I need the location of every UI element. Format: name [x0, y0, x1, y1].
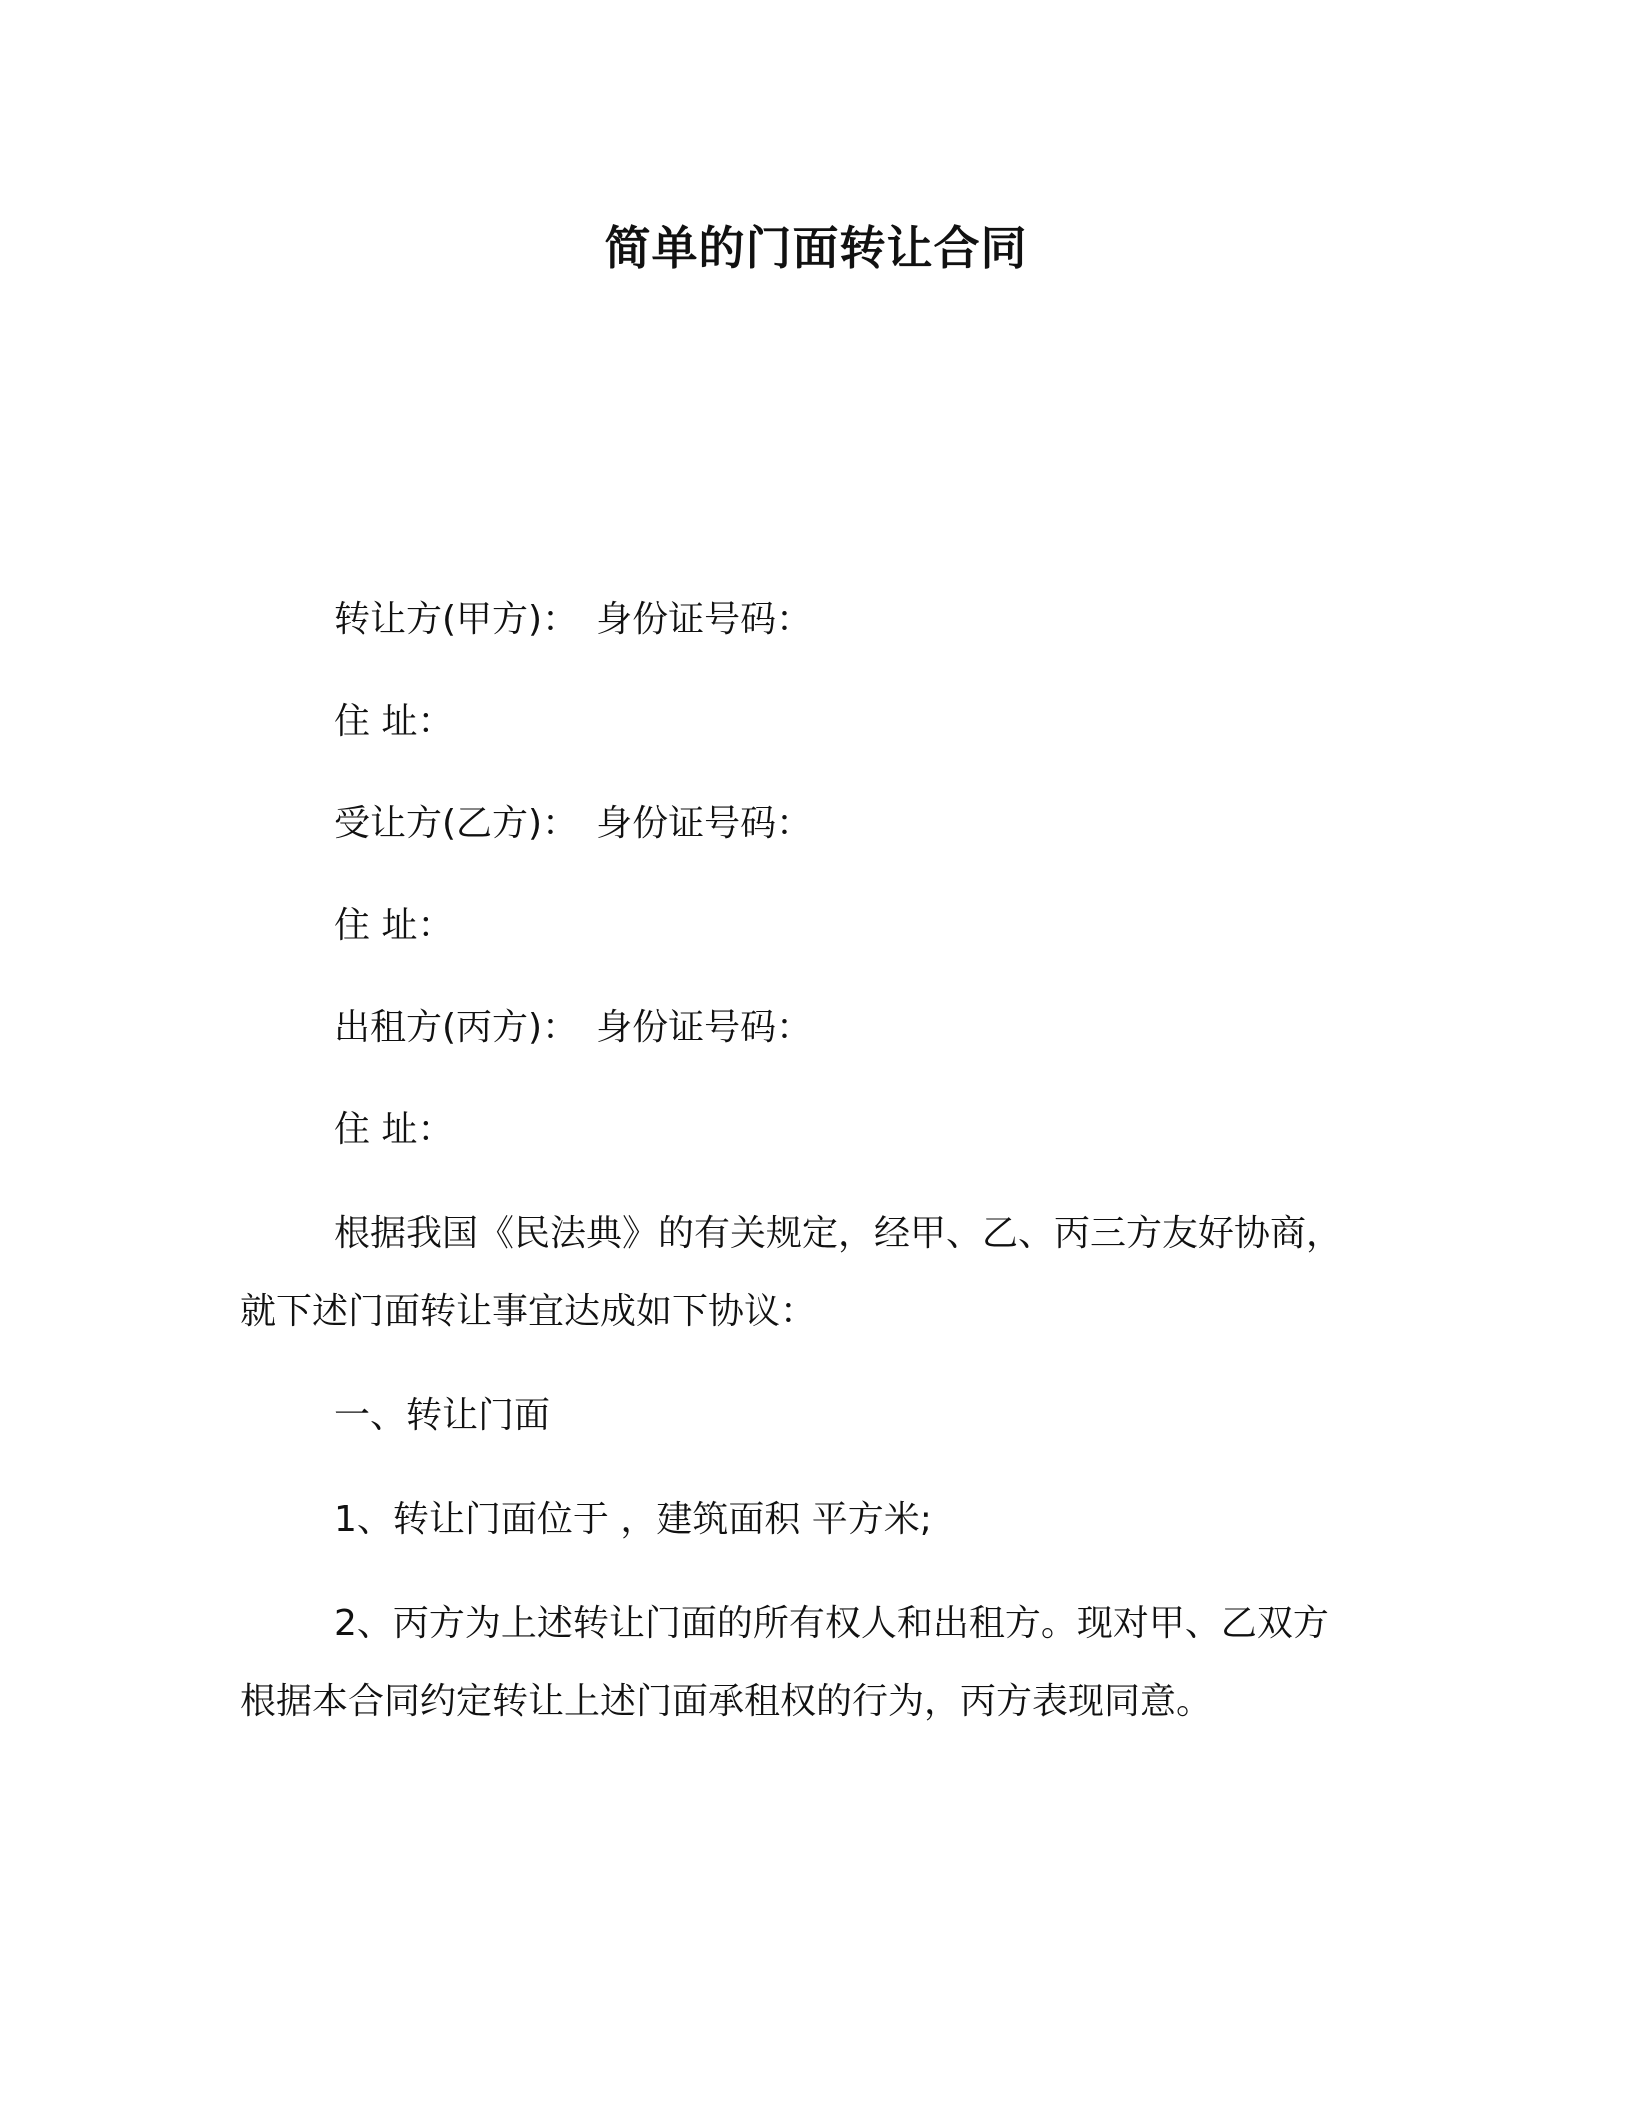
- lessor-address-label: 住 址：: [334, 1109, 454, 1150]
- document-title: 简单的门面转让合同: [604, 221, 1028, 275]
- section1-heading: 一、转让门面: [334, 1395, 551, 1436]
- preamble-line-1: 根据我国《民法典》的有关规定，经甲、乙、丙三方友好协商，: [334, 1213, 1343, 1254]
- transferee-id-label: 身份证号码：: [596, 803, 813, 844]
- section1-clause2-line-1: 2、丙方为上述转让门面的所有权人和出租方。现对甲、乙双方: [334, 1603, 1329, 1644]
- transferor-address-label: 住 址：: [334, 701, 454, 742]
- transferor-id-label: 身份证号码：: [596, 599, 813, 640]
- transferor-label: 转让方(甲方)：: [334, 599, 579, 640]
- preamble-line-2: 就下述门面转让事宜达成如下协议：: [240, 1291, 817, 1332]
- transferee-label: 受让方(乙方)：: [334, 803, 579, 844]
- lessor-id-label: 身份证号码：: [596, 1007, 813, 1048]
- lessor-line: [334, 1004, 812, 1052]
- section1-clause1: 1、转让门面位于 ，建筑面积 平方米;: [334, 1499, 932, 1540]
- transferee-line: [334, 800, 812, 848]
- transferor-line: [334, 596, 812, 644]
- section1-clause2-line-2: 根据本合同约定转让上述门面承租权的行为，丙方表现同意。: [240, 1681, 1213, 1722]
- lessor-label: 出租方(丙方)：: [334, 1007, 579, 1048]
- transferee-address-label: 住 址：: [334, 905, 454, 946]
